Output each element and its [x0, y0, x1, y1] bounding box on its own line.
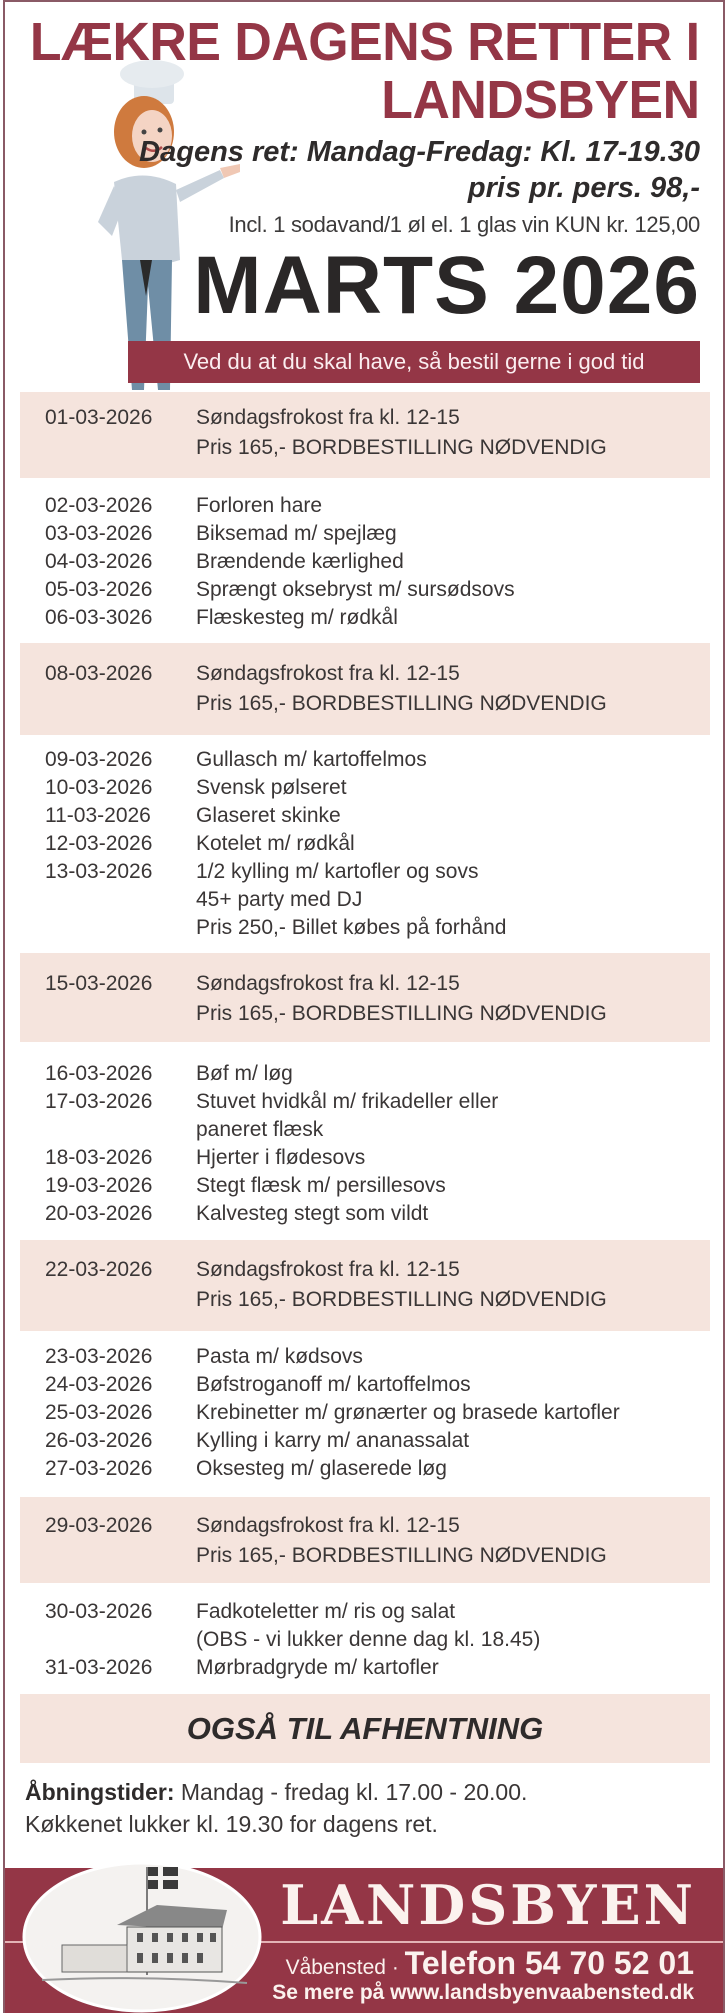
takeaway-heading: OGSÅ TIL AFHENTNING [20, 1694, 710, 1763]
menu-row [45, 1088, 498, 1116]
menu-date: 04-03-2026 [45, 550, 153, 573]
menu-date: 17-03-2026 [45, 1090, 153, 1113]
menu-dish: Søndagsfrokost fra kl. 12-15 [196, 406, 460, 429]
menu-dish: Pris 165,- BORDBESTILLING NØDVENDIG [196, 1544, 607, 1567]
menu-dish: Pris 165,- BORDBESTILLING NØDVENDIG [196, 1288, 607, 1311]
menu-row [45, 970, 460, 998]
menu-dish: 1/2 kylling m/ kartofler og sovs [196, 860, 479, 883]
menu-dish: Pris 165,- BORDBESTILLING NØDVENDIG [196, 1002, 607, 1025]
menu-date: 09-03-2026 [45, 748, 153, 771]
website-link[interactable]: Se mere på www.landsbyenvaabensted.dk [272, 1981, 694, 2004]
menu-date: 30-03-2026 [45, 1600, 153, 1623]
menu-date: 05-03-2026 [45, 578, 153, 601]
menu-dish: Pris 165,- BORDBESTILLING NØDVENDIG [196, 436, 607, 459]
menu-row [45, 1343, 363, 1371]
menu-row [45, 914, 507, 942]
menu-date: 27-03-2026 [45, 1457, 153, 1480]
menu-row [45, 1455, 447, 1483]
opening-hours [25, 1776, 527, 1840]
menu-dish: Fadkoteletter m/ ris og salat [196, 1600, 456, 1623]
menu-dish: Bøf m/ løg [196, 1062, 293, 1085]
menu-row [45, 660, 460, 688]
menu-row [45, 886, 362, 914]
building-photo [22, 1855, 262, 2013]
menu-row [45, 830, 355, 858]
menu-date: 31-03-2026 [45, 1656, 153, 1679]
menu-row [45, 1060, 293, 1088]
order-banner: Ved du at du skal have, så bestil gerne i god tid [128, 341, 700, 383]
menu-date: 20-03-2026 [45, 1202, 153, 1225]
menu-dish: Kotelet m/ rødkål [196, 832, 355, 855]
menu-dish: Brændende kærlighed [196, 550, 404, 573]
menu-row [45, 802, 341, 830]
menu-dish: Søndagsfrokost fra kl. 12-15 [196, 1258, 460, 1281]
menu-date: 10-03-2026 [45, 776, 153, 799]
menu-date: 12-03-2026 [45, 832, 153, 855]
phone-number[interactable]: Telefon 54 70 52 01 [404, 1945, 694, 1981]
menu-dish: Glaseret skinke [196, 804, 341, 827]
menu-row [45, 576, 515, 604]
menu-row [45, 1654, 439, 1682]
menu-dish: Kalvesteg stegt som vildt [196, 1202, 429, 1225]
menu-date: 01-03-2026 [45, 406, 153, 429]
menu-dish: Forloren hare [196, 494, 323, 517]
menu-row [45, 858, 478, 886]
menu-dish: Søndagsfrokost fra kl. 12-15 [196, 972, 460, 995]
menu-date: 02-03-2026 [45, 494, 153, 517]
menu-dish: Bøfstroganoff m/ kartoffelmos [196, 1373, 471, 1396]
menu-dish: Pris 250,- Billet købes på forhånd [196, 916, 507, 939]
menu-row [45, 548, 404, 576]
danish-flag-icon [148, 1867, 178, 1889]
menu-dish: Flæskesteg m/ rødkål [196, 606, 398, 629]
menu-row [45, 1542, 607, 1570]
location: Våbensted · [285, 1956, 405, 1979]
month-heading: MARTS 2026 [193, 240, 700, 331]
menu-date: 24-03-2026 [45, 1373, 153, 1396]
menu-row [45, 1256, 460, 1284]
menu-row [45, 774, 347, 802]
menu-dish: Pris 165,- BORDBESTILLING NØDVENDIG [196, 692, 607, 715]
sunday-block [20, 643, 710, 735]
menu-dish: Mørbradgryde m/ kartofler [196, 1656, 439, 1679]
menu-row [45, 1598, 455, 1626]
menu-row [45, 1371, 471, 1399]
page-title-line2: LANDSBYEN [381, 70, 700, 130]
sunday-block [20, 1497, 710, 1583]
menu-date: 29-03-2026 [45, 1514, 153, 1537]
brand-logo: LANDSBYEN [280, 1873, 696, 1937]
menu-date: 16-03-2026 [45, 1062, 153, 1085]
menu-date: 23-03-2026 [45, 1345, 153, 1368]
menu-date: 06-03-3026 [45, 606, 153, 629]
menu-row [45, 1626, 540, 1654]
menu-dish: Oksesteg m/ glaserede løg [196, 1457, 447, 1480]
dagens-ret-hours: Dagens ret: Mandag-Fredag: Kl. 17-19.30 [139, 136, 700, 168]
menu-row [45, 520, 397, 548]
incl-offer: Incl. 1 sodavand/1 øl el. 1 glas vin KUN kr. 125,00 [228, 212, 700, 237]
menu-date: 15-03-2026 [45, 972, 153, 995]
menu-row [45, 604, 398, 632]
menu-dish: Biksemad m/ spejlæg [196, 522, 397, 545]
menu-dish: Stuvet hvidkål m/ frikadeller eller [196, 1090, 499, 1113]
menu-date: 11-03-2026 [45, 804, 151, 827]
menu-row [45, 1427, 469, 1455]
menu-row [45, 1399, 620, 1427]
menu-date: 25-03-2026 [45, 1401, 153, 1424]
menu-dish: paneret flæsk [196, 1118, 324, 1141]
menu-dish: Søndagsfrokost fra kl. 12-15 [196, 662, 460, 685]
menu-date: 13-03-2026 [45, 860, 153, 883]
menu-dish: Krebinetter m/ grønærter og brasede kartofler [196, 1401, 620, 1424]
menu-row [45, 1172, 446, 1200]
menu-date: 03-03-2026 [45, 522, 153, 545]
menu-row [45, 1286, 607, 1314]
menu-row [45, 1512, 460, 1540]
menu-dish: Pasta m/ kødsovs [196, 1345, 363, 1368]
menu-date: 26-03-2026 [45, 1429, 153, 1452]
menu-row [45, 1200, 428, 1228]
menu-dish: Sprængt oksebryst m/ sursødsovs [196, 578, 515, 601]
menu-dish: Kylling i karry m/ ananassalat [196, 1429, 470, 1452]
menu-row [45, 1000, 607, 1028]
menu-dish: (OBS - vi lukker denne dag kl. 18.45) [196, 1628, 541, 1651]
menu-dish: Søndagsfrokost fra kl. 12-15 [196, 1514, 460, 1537]
menu-row [45, 404, 460, 432]
menu-date: 22-03-2026 [45, 1258, 153, 1281]
menu-row [45, 492, 322, 520]
price-per-person: pris pr. pers. 98,- [467, 172, 700, 204]
page-title-line1: LÆKRE DAGENS RETTER I [30, 12, 700, 72]
opening-hours-value: Mandag - fredag kl. 17.00 - 20.00. [174, 1779, 528, 1805]
opening-hours-label: Åbningstider: [25, 1779, 175, 1805]
menu-dish: Gullasch m/ kartoffelmos [196, 748, 427, 771]
menu-date: 19-03-2026 [45, 1174, 153, 1197]
menu-row [45, 1116, 323, 1144]
menu-dish: Hjerter i flødesovs [196, 1146, 366, 1169]
menu-date: 08-03-2026 [45, 662, 153, 685]
menu-row [45, 746, 427, 774]
menu-dish: Svensk pølseret [196, 776, 347, 799]
kitchen-closing: Køkkenet lukker kl. 19.30 for dagens ret. [25, 1811, 438, 1837]
menu-row [45, 1144, 365, 1172]
menu-dish: 45+ party med DJ [196, 888, 363, 911]
menu-dish: Stegt flæsk m/ persillesovs [196, 1174, 446, 1197]
menu-date: 18-03-2026 [45, 1146, 153, 1169]
chef-jacket [114, 175, 180, 265]
menu-row [45, 690, 607, 718]
menu-row [45, 434, 607, 462]
